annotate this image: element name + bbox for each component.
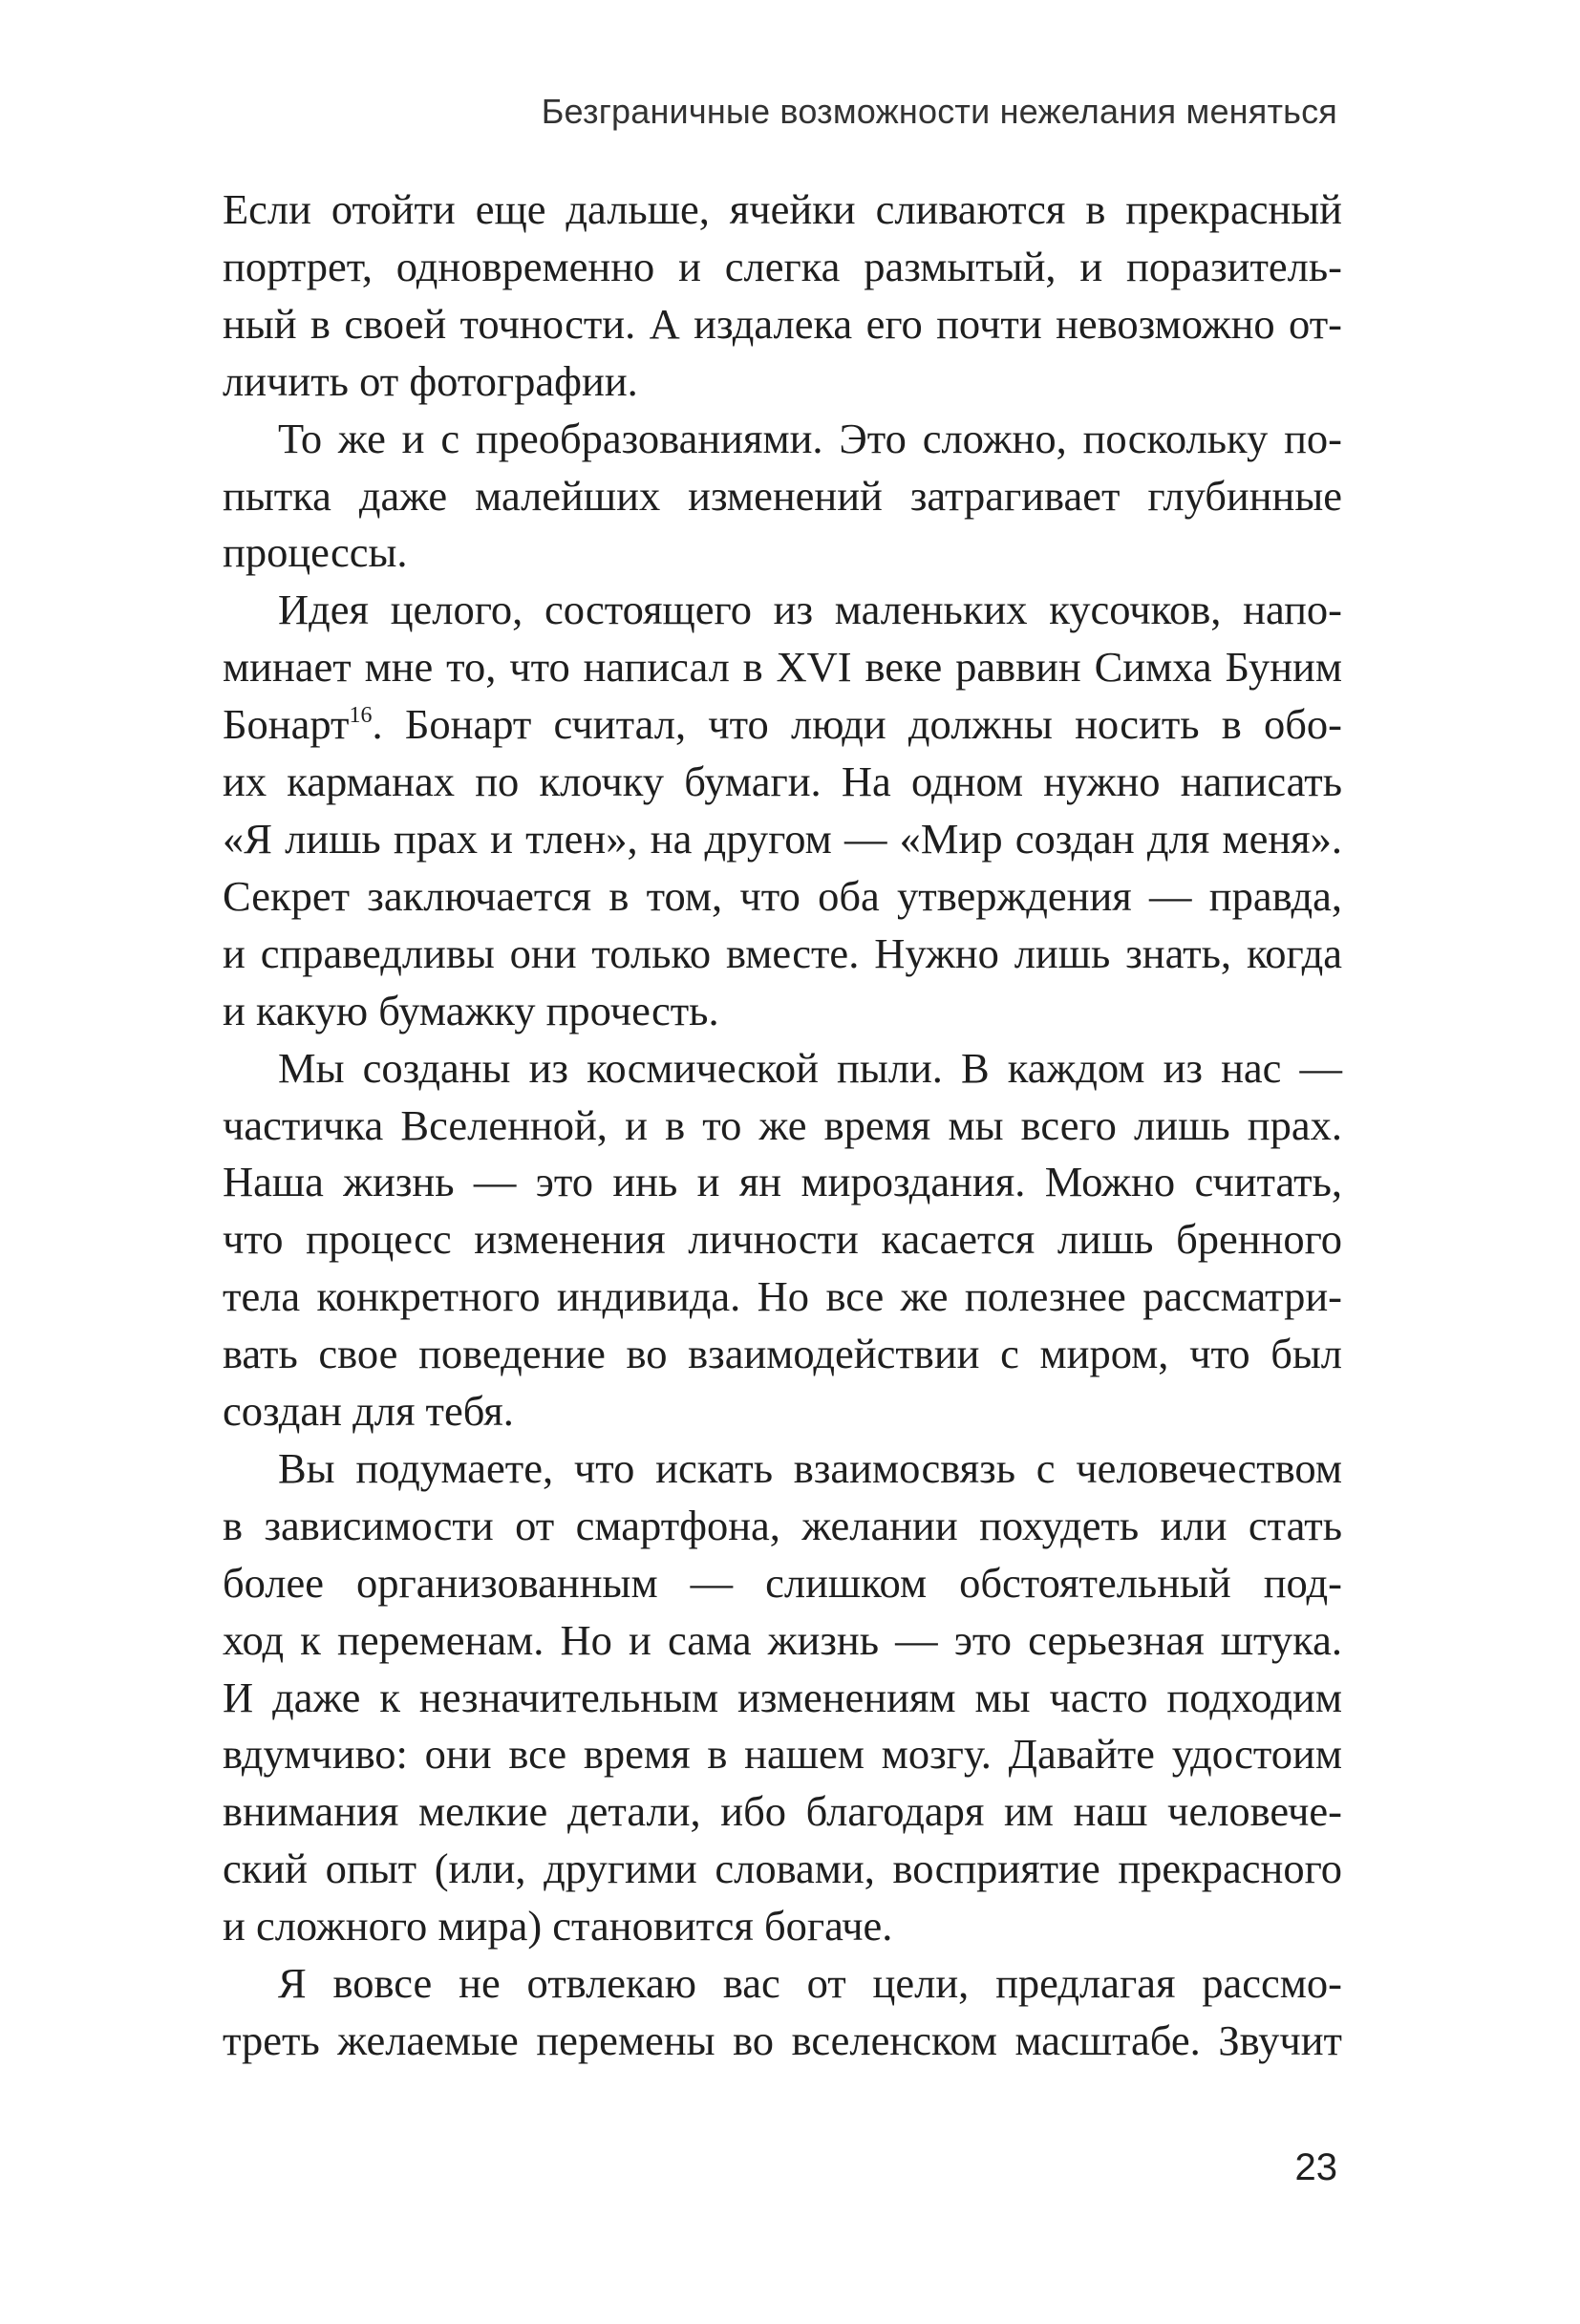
text-fragment: Бонарт	[223, 700, 350, 749]
text-line: ход к переменам. Но и сама жизнь — это серьезная штука.	[223, 1615, 1342, 1664]
text-line: создан для тебя.	[223, 1387, 514, 1436]
text-line: Вы подумаете, что искать взаимосвязь с человечеством	[278, 1443, 1342, 1492]
text-line: более организованным — слишком обстоятельный под-	[223, 1558, 1342, 1607]
paragraph	[223, 1040, 1342, 1440]
text-line: портрет, одновременно и слегка размытый, и поразитель-	[223, 242, 1342, 290]
text-line: «Я лишь прах и тлен», на другом — «Мир создан для меня».	[223, 814, 1342, 863]
text-line: И даже к незначительным изменениям мы часто подходим	[223, 1673, 1342, 1721]
text-line: вать свое поведение во взаимодействии с миром, что был	[223, 1330, 1342, 1378]
text-line	[223, 696, 1342, 754]
text-line: вдумчиво: они все время в нашем мозгу. Давайте удостоим	[223, 1730, 1342, 1779]
text-line: и сложного мира) становится богаче.	[223, 1902, 893, 1951]
text-line: ный в своей точности. А издалека его почти невозможно от-	[223, 299, 1342, 348]
paragraph	[223, 582, 1342, 1039]
text-line: и справедливы они только вместе. Нужно лишь знать, когда	[223, 928, 1342, 977]
text-line: треть желаемые перемены во вселенском масштабе. Звучит	[223, 2016, 1342, 2064]
text-line: Я вовсе не отвлекаю вас от цели, предлагая рассмо-	[278, 1959, 1342, 2008]
text-line: частичка Вселенной, и в то же время мы всего лишь прах.	[223, 1100, 1342, 1149]
text-line: Если отойти еще дальше, ячейки сливаются в прекрасный	[223, 185, 1342, 233]
text-line: их карманах по клочку бумаги. На одном нужно написать	[223, 757, 1342, 806]
paragraph	[223, 1440, 1342, 1955]
text-line: внимания мелкие детали, ибо благодаря им наш человече-	[223, 1787, 1342, 1836]
text-line: минает мне то, что написал в XVI веке раввин Симха Буним	[223, 643, 1342, 692]
text-line: и какую бумажку прочесть.	[223, 986, 719, 1034]
text-line: пытка даже малейших изменений затрагивает глубинные	[223, 471, 1342, 520]
body-text	[223, 181, 1342, 2070]
footnote-ref: 16	[349, 703, 373, 729]
text-fragment: . Бонарт считал, что люди должны носить в обо-	[372, 700, 1342, 749]
text-line: процессы.	[223, 528, 408, 577]
running-header: Безграничные возможности нежелания меняться	[541, 92, 1337, 131]
text-line: Наша жизнь — это инь и ян мироздания. Можно считать,	[223, 1158, 1342, 1206]
text-line: ский опыт (или, другими словами, восприятие прекрасного	[223, 1844, 1342, 1893]
text-line: То же и с преобразованиями. Это сложно, поскольку по-	[278, 414, 1342, 462]
text-line: личить от фотографии.	[223, 356, 638, 405]
text-line: Мы созданы из космической пыли. В каждом из нас —	[278, 1043, 1342, 1092]
text-line: Идея целого, состоящего из маленьких кусочков, напо-	[278, 586, 1342, 634]
text-line: тела конкретного индивида. Но все же полезнее рассматри-	[223, 1272, 1342, 1321]
text-line: в зависимости от смартфона, желании похудеть или стать	[223, 1501, 1342, 1549]
paragraph	[223, 181, 1342, 411]
paragraph	[223, 411, 1342, 583]
paragraph	[223, 1955, 1342, 2070]
text-line: Секрет заключается в том, что оба утверждения — правда,	[223, 871, 1342, 920]
text-line: что процесс изменения личности касается лишь бренного	[223, 1215, 1342, 1264]
page-number: 23	[1294, 2146, 1337, 2188]
